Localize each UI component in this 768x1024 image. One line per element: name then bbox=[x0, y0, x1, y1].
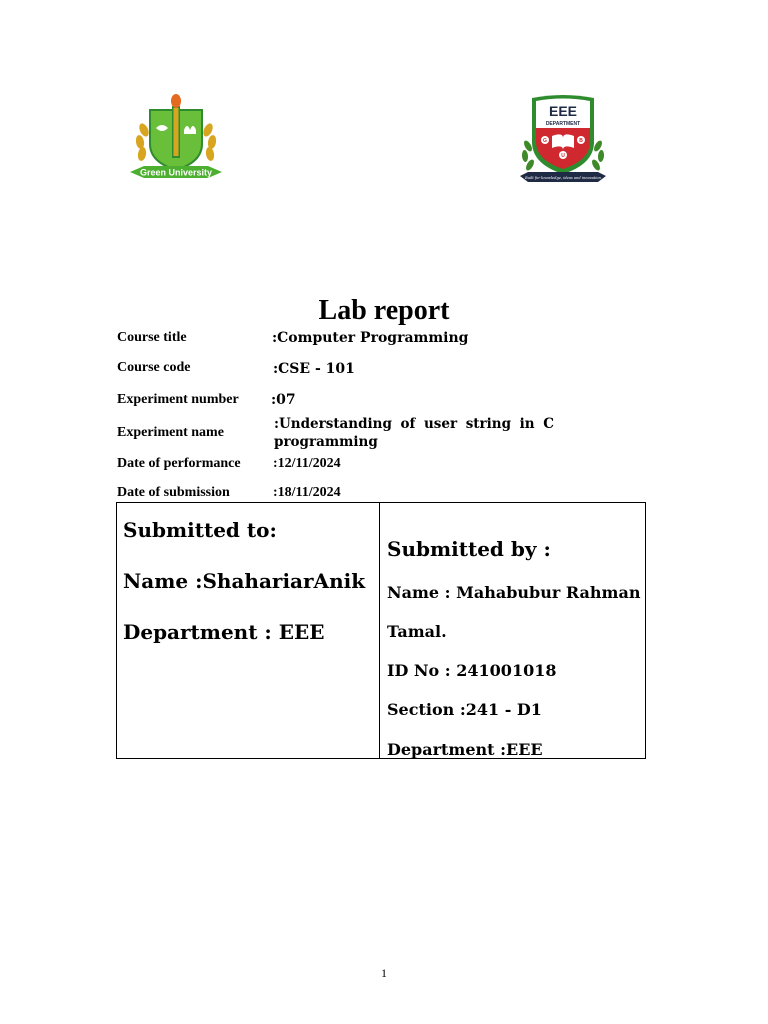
experiment-name-word: string bbox=[465, 416, 512, 432]
experiment-name-line1 bbox=[274, 415, 554, 433]
experiment-name-word: of bbox=[400, 416, 416, 432]
experiment-name-line2: programming bbox=[274, 434, 378, 450]
experiment-name-value bbox=[274, 415, 554, 451]
course-code-value: :CSE - 101 bbox=[273, 361, 355, 377]
date-of-performance-value: :12/11/2024 bbox=[273, 456, 341, 471]
date-of-submission-label: Date of submission bbox=[117, 485, 230, 500]
experiment-name-word: C bbox=[543, 416, 554, 432]
experiment-name-word: user bbox=[423, 416, 458, 432]
page-number: 1 bbox=[381, 966, 387, 980]
submitted-by-id: ID No : 241001018 bbox=[387, 661, 557, 680]
eee-logo-letter-b: B bbox=[579, 138, 583, 144]
submitted-by-heading: Submitted by : bbox=[387, 537, 551, 561]
submitted-by-department: Department :EEE bbox=[387, 740, 543, 759]
submitted-by-name-line1: Name : Mahabubur Rahman bbox=[387, 583, 641, 602]
date-of-performance-label: Date of performance bbox=[117, 456, 241, 471]
page-title: Lab report bbox=[318, 295, 450, 326]
course-title-label: Course title bbox=[117, 330, 187, 345]
course-code-label: Course code bbox=[117, 360, 191, 375]
submitted-by-name-line2: Tamal. bbox=[387, 622, 447, 641]
date-of-submission-value: :18/11/2024 bbox=[273, 485, 341, 500]
submitted-to-department: Department : EEE bbox=[123, 620, 325, 644]
experiment-name-label: Experiment name bbox=[117, 425, 224, 440]
eee-logo-banner: Built for knowledge, ideas and innovation bbox=[524, 176, 602, 180]
eee-logo-title: EEE bbox=[548, 103, 578, 119]
submitted-to-name: Name :ShahariarAnik bbox=[123, 569, 366, 593]
experiment-number-value: :07 bbox=[271, 392, 296, 408]
experiment-name-word: :Understanding bbox=[274, 416, 392, 432]
eee-logo-subtitle: DEPARTMENT bbox=[545, 121, 581, 127]
experiment-number-label: Experiment number bbox=[117, 392, 239, 407]
eee-logo-letter-g: G bbox=[543, 138, 547, 144]
submission-table-divider bbox=[379, 502, 380, 759]
submitted-by-section: Section :241 - D1 bbox=[387, 700, 542, 719]
submitted-to-heading: Submitted to: bbox=[123, 518, 277, 542]
course-title-value: :Computer Programming bbox=[272, 330, 469, 346]
eee-logo-letter-u: U bbox=[561, 153, 565, 159]
green-university-logo bbox=[124, 92, 228, 188]
eee-department-logo bbox=[516, 92, 610, 188]
experiment-name-word: in bbox=[519, 416, 535, 432]
green-university-logo-text: Green University bbox=[139, 167, 213, 178]
